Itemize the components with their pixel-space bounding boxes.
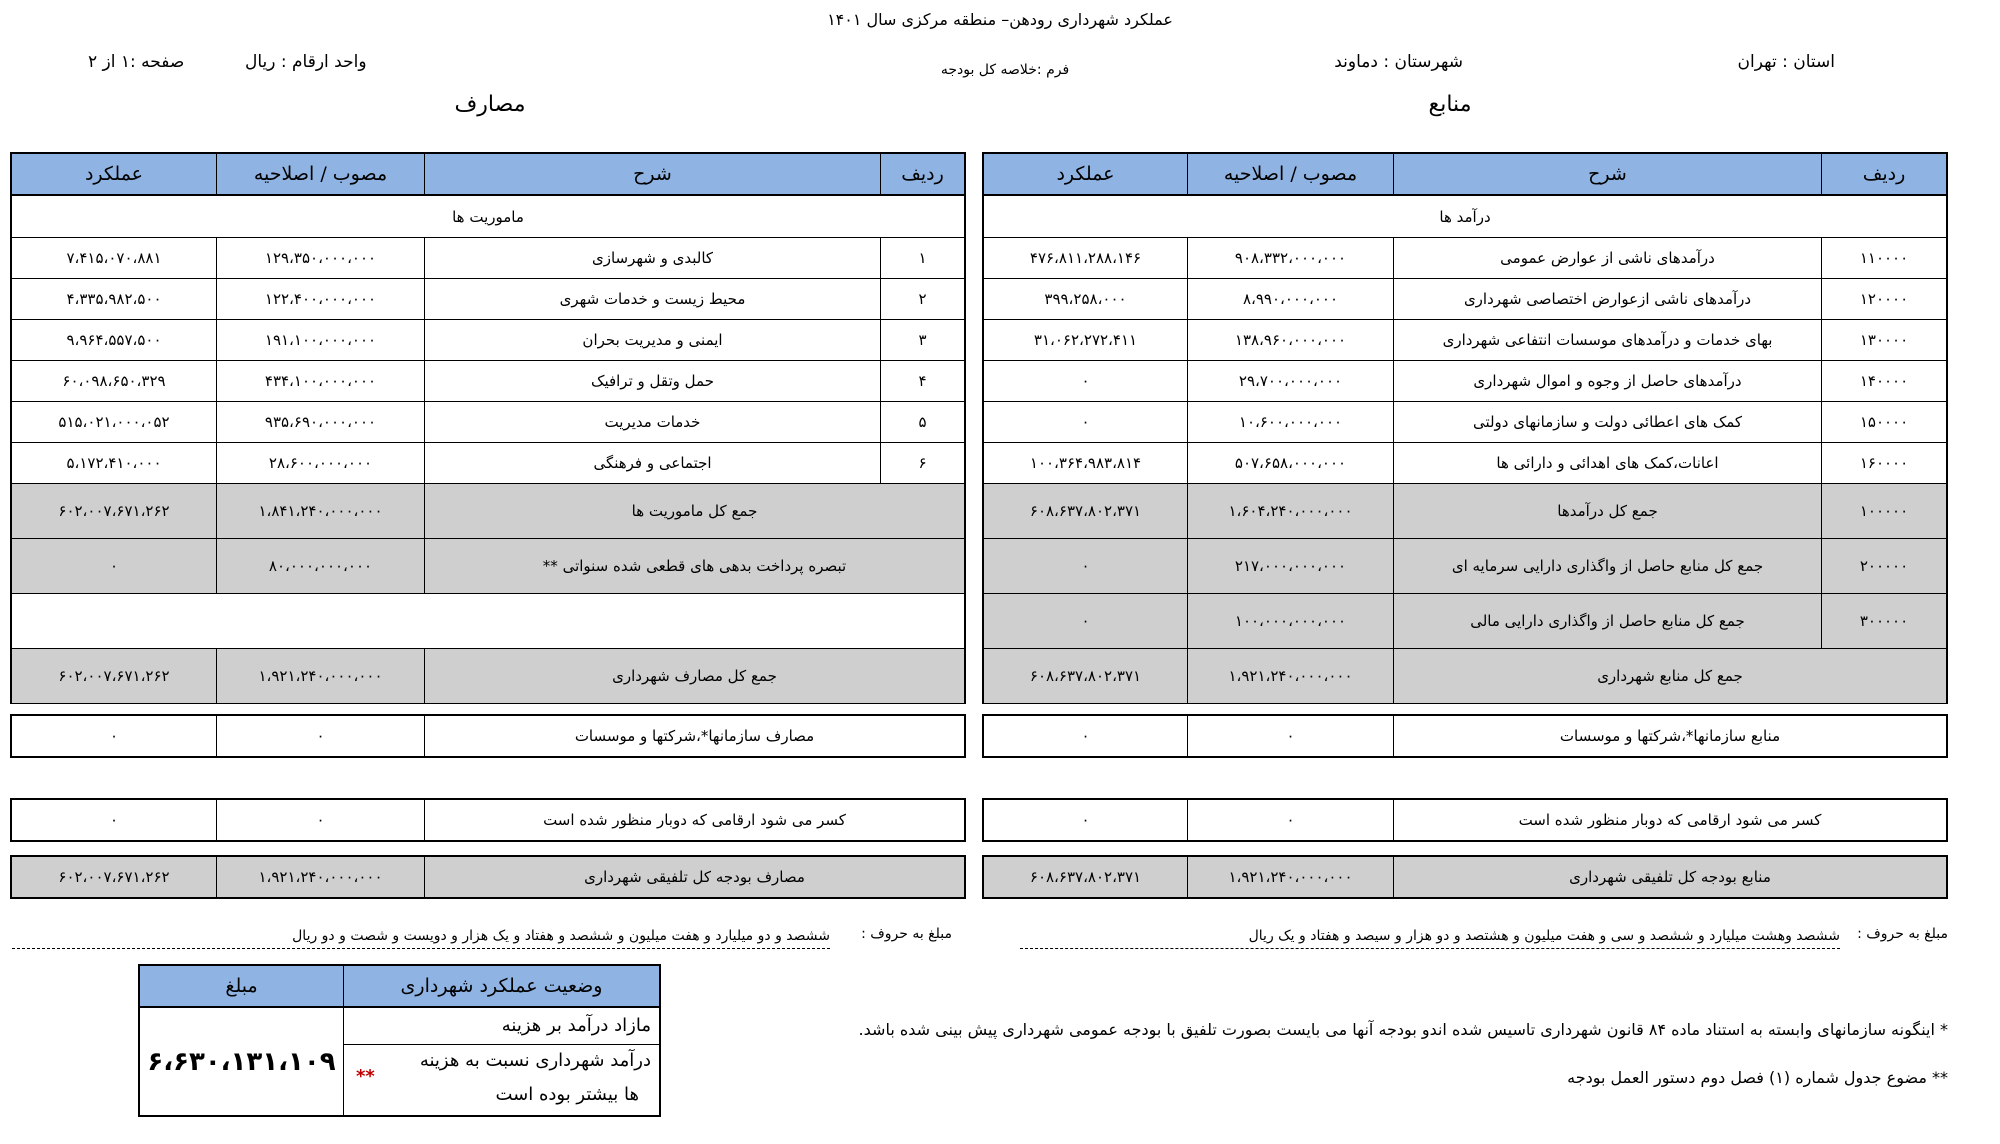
expenses-blank-row [12,594,964,649]
radif-cell: ۵ [880,402,964,442]
performance-cell: ۰ [1081,811,1090,829]
approved-cell: ۱،۶۰۴،۲۴۰،۰۰۰،۰۰۰ [1187,484,1393,538]
radif-cell: ۱۲۰۰۰۰ [1821,279,1946,319]
expenses-debt-row [12,539,964,594]
performance-cell: ۰ [1081,727,1090,745]
description-cell: ایمنی و مدیریت بحران [424,320,880,360]
description-cell: خدمات مدیریت [424,402,880,442]
radif-cell: ۱۴۰۰۰۰ [1821,361,1946,401]
resources-total-row [984,649,1946,704]
expenses-row [12,238,964,279]
approved-cell: ۲۹،۷۰۰،۰۰۰،۰۰۰ [1187,361,1393,401]
approved-cell: ۱۳۸،۹۶۰،۰۰۰،۰۰۰ [1187,320,1393,360]
resources-deduct-row [982,798,1948,842]
performance-cell: ۰ [109,557,119,575]
status-header [140,966,659,1008]
resources-words-label: مبلغ به حروف : [1857,926,1948,942]
approved-cell: ۱۲۲،۴۰۰،۰۰۰،۰۰۰ [216,279,424,319]
county-label: شهرستان : دماوند [1334,52,1463,72]
resources-total-income-row [984,484,1946,539]
form-name: فرم :خلاصه کل بودجه [940,62,1070,78]
radif-cell: ۱۵۰۰۰۰ [1821,402,1946,442]
col-mosavab: مصوب / اصلاحیه [216,154,424,194]
approved-cell: ۸،۹۹۰،۰۰۰،۰۰۰ [1187,279,1393,319]
performance-cell: ۶۰۸،۶۳۷،۸۰۲،۳۷۱ [1029,502,1142,520]
approved-cell: ۱،۹۲۱،۲۴۰،۰۰۰،۰۰۰ [216,857,424,897]
more-label-1: درآمد شهرداری نسبت به هزینه [419,1050,651,1071]
approved-cell: ۰ [216,716,424,756]
col-radif: ردیف [1821,154,1946,194]
description-cell: جمع کل ماموریت ها [424,484,964,538]
expenses-row [12,443,964,484]
expenses-words: ششصد و دو میلیارد و هفت میلیون و ششصد و هفتاد و یک هزار و دویست و شصت و دو ریال [12,928,830,949]
resources-title: منابع [1428,92,1472,117]
expenses-row [12,279,964,320]
approved-cell: ۱۰۰،۰۰۰،۰۰۰،۰۰۰ [1187,594,1393,648]
expenses-title: مصارف [454,92,526,117]
approved-cell: ۱۲۹،۳۵۰،۰۰۰،۰۰۰ [216,238,424,278]
performance-cell: ۶۰،۰۹۸،۶۵۰،۳۲۹ [62,372,166,390]
description-cell: بهای خدمات و درآمدهای موسسات انتفاعی شهرداری [1393,320,1821,360]
description-cell: کالبدی و شهرسازی [424,238,880,278]
performance-cell: ۶۰۸،۶۳۷،۸۰۲،۳۷۱ [1029,667,1142,685]
col-radif: ردیف [880,154,964,194]
approved-cell: ۸۰،۰۰۰،۰۰۰،۰۰۰ [216,539,424,593]
approved-cell: ۱،۹۲۱،۲۴۰،۰۰۰،۰۰۰ [216,649,424,703]
radif-cell: ۳۰۰۰۰۰ [1821,594,1946,648]
description-cell: جمع کل درآمدها [1393,484,1821,538]
performance-cell: ۵۱۵،۰۲۱،۰۰۰،۰۵۲ [58,413,170,431]
description-cell: مصارف سازمانها*،شرکتها و موسسات [424,716,964,756]
performance-cell: ۵،۱۷۲،۴۱۰،۰۰۰ [66,454,162,472]
col-amalkard: عملکرد [84,163,144,185]
expenses-orgs-row [10,714,966,758]
resources-financial-row [984,594,1946,649]
description-cell: کمک های اعطائی دولت و سازمانهای دولتی [1393,402,1821,442]
note-2: ** مضوع جدول شماره (۱) فصل دوم دستور العمل بودجه [1567,1068,1948,1087]
description-cell: درآمدهای ناشی از عوارض عمومی [1393,238,1821,278]
approved-cell: ۱۰،۶۰۰،۰۰۰،۰۰۰ [1187,402,1393,442]
description-cell: درآمدهای ناشی ازعوارض اختصاصی شهرداری [1393,279,1821,319]
expenses-row [12,320,964,361]
performance-cell: ۶۰۲،۰۰۷،۶۷۱،۲۶۲ [58,868,170,886]
resources-row [984,361,1946,402]
radif-cell: ۲ [880,279,964,319]
performance-cell: ۰ [1081,557,1090,575]
performance-cell: ۰ [1081,413,1090,431]
col-amalkard: عملکرد [1056,163,1115,185]
expenses-consolidated-row [10,855,966,899]
resources-orgs-row [982,714,1948,758]
radif-cell: ۲۰۰۰۰۰ [1821,539,1946,593]
surplus-label: مازاد درآمد بر هزینه [344,1006,659,1045]
radif-cell: ۶ [880,443,964,483]
status-labels [343,1006,659,1117]
col-mosavab: مصوب / اصلاحیه [1187,154,1393,194]
radif-cell: ۱ [880,238,964,278]
performance-cell: ۰ [109,811,119,829]
description-cell: کسر می شود ارقامی که دوبار منظور شده است [1393,800,1946,840]
performance-cell: ۰ [1081,612,1090,630]
description-cell: جمع کل منابع شهرداری [1393,649,1946,703]
resources-row [984,279,1946,320]
radif-cell: ۱۶۰۰۰۰ [1821,443,1946,483]
resources-row [984,402,1946,443]
unit-label: واحد ارقام : ریال [245,52,367,72]
resources-row [984,320,1946,361]
expenses-section-row [12,196,964,238]
radif-cell: ۱۱۰۰۰۰ [1821,238,1946,278]
expenses-deduct-row [10,798,966,842]
description-cell: اجتماعی و فرهنگی [424,443,880,483]
report-title: عملکرد شهرداری رودهن– منطقه مرکزی سال ۱۴۰۱ [827,10,1173,29]
approved-cell: ۱،۹۲۱،۲۴۰،۰۰۰،۰۰۰ [1187,857,1393,897]
description-cell: مصارف بودجه کل تلفیقی شهرداری [424,857,964,897]
radif-cell: ۳ [880,320,964,360]
page-label: صفحه :۱ از ۲ [88,52,185,72]
expenses-header-row [12,154,964,196]
performance-cell: ۷،۴۱۵،۰۷۰،۸۸۱ [66,249,162,267]
approved-cell: ۹۳۵،۶۹۰،۰۰۰،۰۰۰ [216,402,424,442]
description-cell: جمع کل مصارف شهرداری [424,649,964,703]
expenses-total-row [12,649,964,704]
description-cell: محیط زیست و خدمات شهری [424,279,880,319]
description-cell: حمل وتقل و ترافیک [424,361,880,401]
description-cell: تبصره پرداخت بدهی های قطعی شده سنواتی ** [424,539,964,593]
resources-row [984,443,1946,484]
resources-consolidated-row [982,855,1948,899]
col-sharh: شرح [1393,154,1821,194]
resources-words: ششصد وهشت میلیارد و ششصد و سی و هفت میلیون و هشتصد و دو هزار و سیصد و هفتاد و یک ریال [1020,928,1840,949]
description-cell: جمع کل منابع حاصل از واگذاری دارایی سرمایه ای [1393,539,1821,593]
radif-cell: ۱۰۰۰۰۰ [1821,484,1946,538]
approved-cell: ۱،۹۲۱،۲۴۰،۰۰۰،۰۰۰ [1187,649,1393,703]
approved-cell: ۴۳۴،۱۰۰،۰۰۰،۰۰۰ [216,361,424,401]
radif-cell: ۱۳۰۰۰۰ [1821,320,1946,360]
description-cell: اعانات،کمک های اهدائی و دارائی ها [1393,443,1821,483]
description-cell: کسر می شود ارقامی که دوبار منظور شده است [424,800,964,840]
performance-cell: ۰ [1081,372,1090,390]
approved-cell: ۰ [1187,716,1393,756]
approved-cell: ۱۹۱،۱۰۰،۰۰۰،۰۰۰ [216,320,424,360]
performance-cell: ۹،۹۶۴،۵۵۷،۵۰۰ [66,331,162,349]
status-title: وضعیت عملکرد شهرداری [343,966,659,1006]
performance-cell: ۰ [109,727,119,745]
province-label: استان : تهران [1737,52,1835,72]
more-label-2: ها بیشتر بوده است [495,1084,639,1105]
approved-cell: ۲۸،۶۰۰،۰۰۰،۰۰۰ [216,443,424,483]
approved-cell: ۱،۸۴۱،۲۴۰،۰۰۰،۰۰۰ [216,484,424,538]
description-cell: منابع بودجه کل تلفیقی شهرداری [1393,857,1946,897]
expenses-row [12,402,964,443]
approved-cell: ۹۰۸،۳۳۲،۰۰۰،۰۰۰ [1187,238,1393,278]
col-sharh: شرح [424,154,880,194]
approved-cell: ۰ [1187,800,1393,840]
resources-section-row [984,196,1946,238]
resources-capital-row [984,539,1946,594]
expenses-table [10,152,966,704]
resources-table [982,152,1948,704]
approved-cell: ۰ [216,800,424,840]
resources-row [984,238,1946,279]
performance-cell: ۶۰۲،۰۰۷،۶۷۱،۲۶۲ [58,667,170,685]
description-cell: درآمدهای حاصل از وجوه و اموال شهرداری [1393,361,1821,401]
expenses-row [12,361,964,402]
expenses-words-label: مبلغ به حروف : [861,926,952,942]
performance-cell: ۱۰۰،۳۶۴،۹۸۳،۸۱۴ [1029,454,1142,472]
radif-cell: ۴ [880,361,964,401]
status-amount: ۶،۶۳۰،۱۳۱،۱۰۹ [147,1046,336,1077]
description-cell: منابع سازمانها*،شرکتها و موسسات [1393,716,1946,756]
double-star-marker: ** [356,1066,375,1087]
section-label: درآمد ها [1439,207,1491,226]
performance-cell: ۳۹۹،۲۵۸،۰۰۰ [1044,290,1127,308]
note-1: * اینگونه سازمانهای وابسته به استناد ماده ۸۴ قانون شهرداری تاسیس شده اندو بودجه آنها می بایست بصورت تلفیق با بودجه عمومی شهرداری پیش بینی شده باشد. [858,1020,1948,1039]
performance-cell: ۳۱،۰۶۲،۲۷۲،۴۱۱ [1033,331,1138,349]
section-label: ماموریت ها [452,207,524,226]
performance-cell: ۶۰۲،۰۰۷،۶۷۱،۲۶۲ [58,502,170,520]
performance-cell: ۴۷۶،۸۱۱،۲۸۸،۱۴۶ [1029,249,1142,267]
performance-cell: ۶۰۸،۶۳۷،۸۰۲،۳۷۱ [1029,868,1142,886]
status-table [138,964,661,1117]
description-cell: جمع کل منابع حاصل از واگذاری دارایی مالی [1393,594,1821,648]
expenses-total-mission-row [12,484,964,539]
approved-cell: ۲۱۷،۰۰۰،۰۰۰،۰۰۰ [1187,539,1393,593]
approved-cell: ۵۰۷،۶۵۸،۰۰۰،۰۰۰ [1187,443,1393,483]
resources-header-row [984,154,1946,196]
performance-cell: ۴،۳۳۵،۹۸۲،۵۰۰ [66,290,162,308]
amount-header: مبلغ [225,975,258,997]
